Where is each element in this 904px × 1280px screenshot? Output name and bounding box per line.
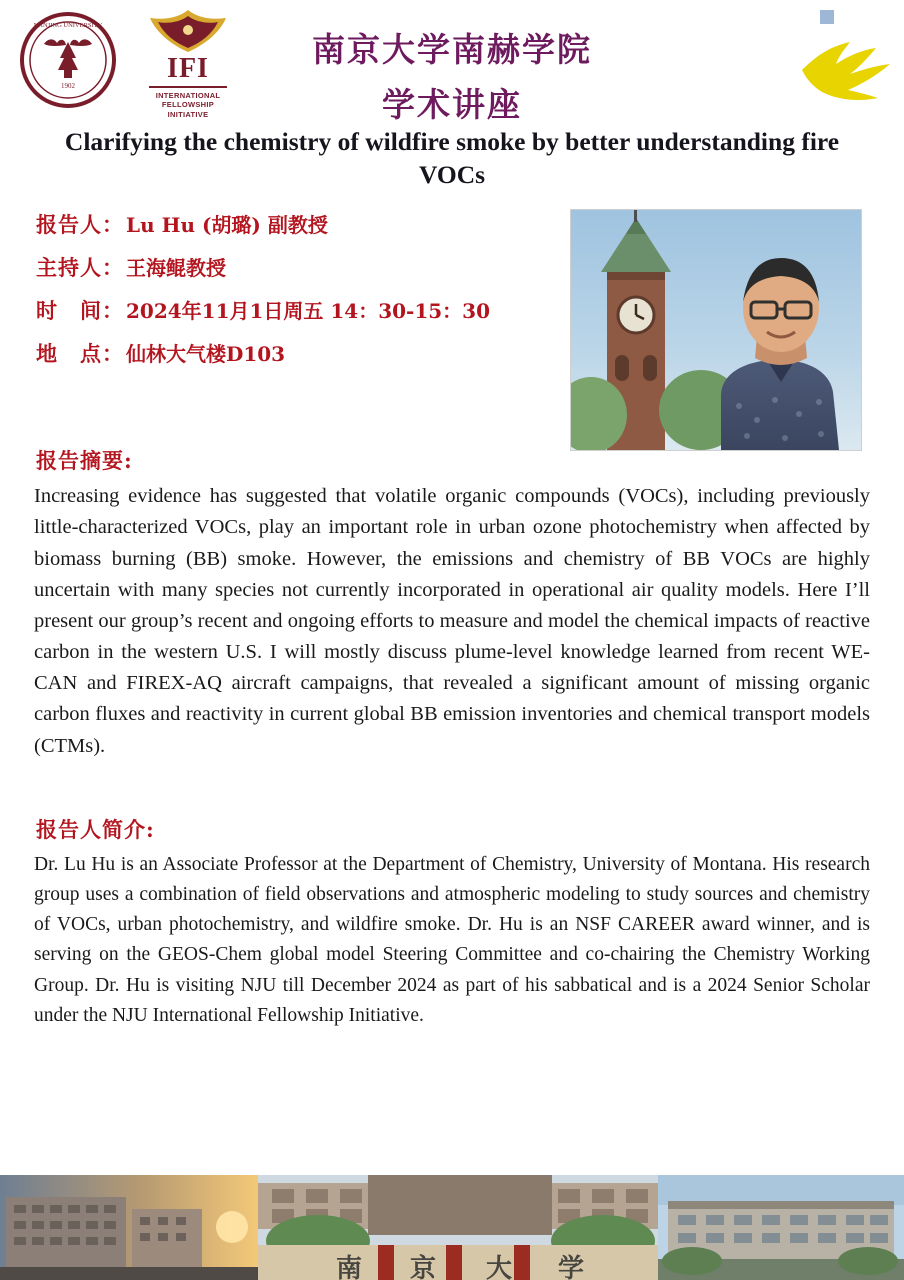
bio-text: Dr. Lu Hu is an Associate Professor at the Department of Chemistry, University of Montana. His research group uses a combination of field observations and atmospheric modeling to study sources and chemistry of VOCs, urban photochemistry, and wildfire smoke. Dr. Hu is an NSF CAREER award winner, and is serving on the GEOS-Chem global model Steering Committee and co-chairing the Chemistry Working Group. Dr. Hu is visiting NJU till December 2024 as part of his sabbatical and is a 2024 Senior Scholar under the NJU International Fellowship Initiative. xyxy=(34,853,870,1026)
speaker-photo xyxy=(570,209,862,451)
info-label-speaker: 报告人： xyxy=(36,212,124,238)
info-label-location: 地 点： xyxy=(36,341,124,367)
info-row-speaker xyxy=(36,209,556,239)
campus-photo-strip xyxy=(0,1175,904,1280)
svg-text:大: 大 xyxy=(486,1254,513,1280)
lecture-info-block xyxy=(0,209,904,459)
campus-photo-2 xyxy=(258,1175,658,1280)
campus-photo-1 xyxy=(0,1175,258,1280)
info-row-location xyxy=(36,338,556,368)
ifi-sub-line-2: FELLOWSHIP xyxy=(161,100,215,110)
info-value-speaker: Lu Hu (胡璐) 副教授 xyxy=(126,213,328,238)
svg-text:学: 学 xyxy=(558,1254,585,1280)
abstract-text: Increasing evidence has suggested that volatile organic compounds (VOCs), including previously little-characterized VOCs, play an important role in urban ozone photochemistry when affected by biomass burning (BB) smoke. However, the emissions and chemistry of BB VOCs are highly uncertain with many species not currently incorporated in operational air quality models. Here I’ll present our group’s recent and ongoing efforts to measure and model the chemical impacts of reactive carbon in the western U.S. I will mostly discuss plume-level knowledge learned from recent WE-CAN and FIREX-AQ aircraft campaigns, that revealed a significant amount of missing organic carbon fluxes and reactivity in current global BB emission inventories and chemical transport models (CTMs). xyxy=(34,485,870,757)
campus-photo-3 xyxy=(658,1175,904,1280)
svg-text:NANJING UNIVERSITY: NANJING UNIVERSITY xyxy=(33,22,103,29)
ifi-letters: IFI xyxy=(167,53,209,84)
ifi-sub-line-1: INTERNATIONAL xyxy=(155,91,221,100)
lecture-title: Clarifying the chemistry of wildfire smoke by better understanding fire VOCs xyxy=(64,127,840,189)
abstract-heading: 报告摘要: xyxy=(36,448,133,474)
info-value-host: 王海鲲教授 xyxy=(126,256,226,281)
chinese-title-line-1: 南京大学南赫学院 xyxy=(312,30,592,69)
chinese-title xyxy=(0,24,904,126)
ifi-sub-line-3: INITIATIVE xyxy=(167,109,209,119)
lecture-info-list xyxy=(36,209,556,381)
bio-heading: 报告人简介: xyxy=(36,816,155,842)
poster-header xyxy=(0,0,904,122)
info-row-time xyxy=(36,295,556,325)
info-row-host xyxy=(36,252,556,282)
chinese-title-line-2: 学术讲座 xyxy=(382,85,522,124)
info-value-time: 2024年11月1日周五 14：30-15：30 xyxy=(126,299,491,324)
svg-text:京: 京 xyxy=(410,1254,437,1280)
svg-text:1902: 1902 xyxy=(61,82,75,90)
info-label-time: 时 间： xyxy=(36,298,124,324)
info-label-host: 主持人： xyxy=(36,255,124,281)
svg-text:南: 南 xyxy=(336,1254,363,1280)
info-value-location: 仙林大气楼D103 xyxy=(126,342,286,367)
